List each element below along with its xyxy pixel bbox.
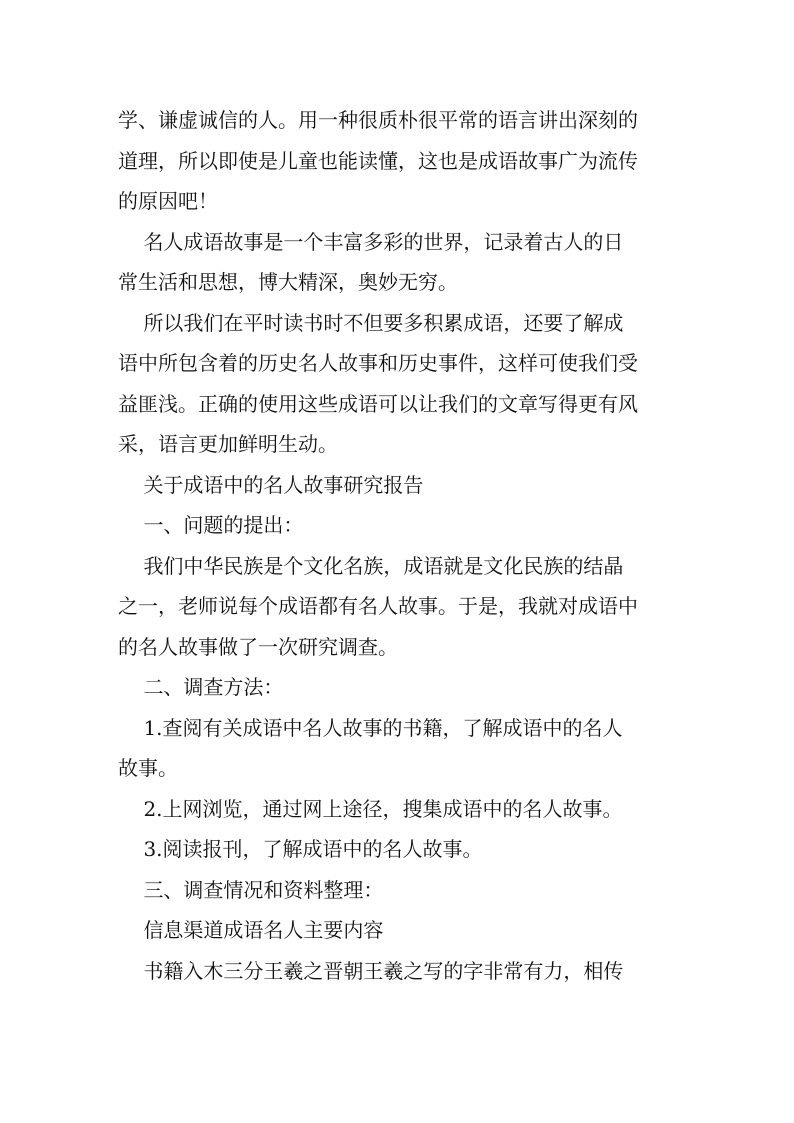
paragraph-closing-text: 学、谦虚诚信的人。用一种很质朴很平常的语言讲出深刻的 道理，所以即使是儿童也能读懂，这也是成语故事广为流传 的原因吧！	[118, 108, 638, 213]
document-body	[118, 100, 678, 991]
paragraph-problem-statement: 我们中华民族是个文化名族，成语就是文化民族的结晶 之一，老师说每个成语都有名人故事。于是，我就对成语中 的名人故事做了一次研究调查。	[118, 553, 638, 659]
findings-table-header: 信息渠道成语名人主要内容	[118, 918, 384, 942]
section-heading-method: 二、调查方法：	[118, 675, 284, 699]
method-item-1: 1.查阅有关成语中名人故事的书籍，了解成语中的名人 故事。	[118, 715, 623, 780]
report-title: 关于成语中的名人故事研究报告	[118, 472, 424, 497]
paragraph-accumulate-idioms: 所以我们在平时读书时不但要多积累成语，还要了解成 语中所包含着的历史名人故事和历史事件，这样可使我们受 益匪浅。正确的使用这些成语可以让我们的文章写得更有风 采，语言更加鲜明生动。	[118, 310, 638, 456]
method-item-2: 2.上网浏览，通过网上途径，搜集成语中的名人故事。	[118, 796, 623, 821]
findings-row-1: 书籍入木三分王羲之晋朝王羲之写的字非常有力，相传	[118, 958, 624, 983]
section-heading-findings: 三、调查情况和资料整理：	[118, 877, 384, 902]
paragraph-idiom-world: 名人成语故事是一个丰富多彩的世界，记录着古人的日 常生活和思想，博大精深，奥妙无穷。	[118, 229, 624, 294]
section-heading-problem: 一、问题的提出：	[118, 513, 304, 537]
method-item-3: 3.阅读报刊，了解成语中的名人故事。	[118, 837, 483, 861]
